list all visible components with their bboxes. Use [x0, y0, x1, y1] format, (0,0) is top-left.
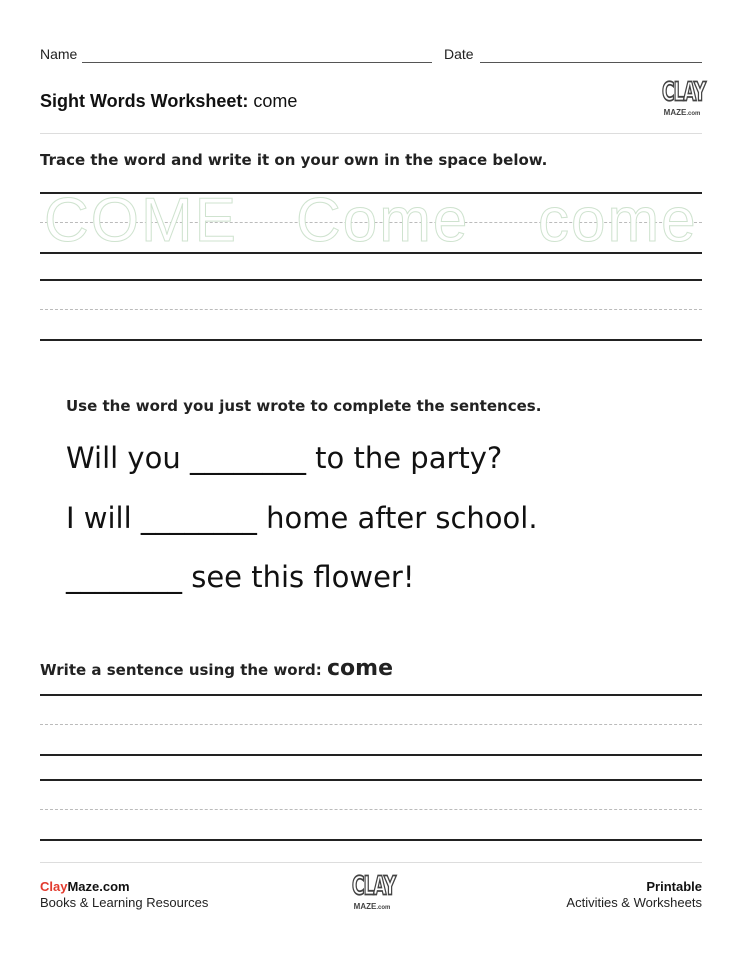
trace-word-capital: Come [296, 186, 470, 255]
sentence-1: Will you ________ to the party? [66, 441, 503, 475]
page-title [40, 91, 297, 112]
sentence-2-blank[interactable]: ________ [140, 501, 257, 535]
title-word: come [253, 91, 298, 111]
title-divider [40, 133, 702, 134]
target-word: come [326, 656, 393, 681]
claymaze-logo [662, 78, 706, 117]
footer-right-title: Printable [646, 879, 702, 894]
sentence-line-1-top[interactable] [40, 694, 702, 696]
trace-base-line [40, 252, 702, 254]
write-sentence-instruction: Write a sentence using the word: come [40, 656, 393, 681]
logo-clay-text: CLAY [662, 78, 706, 108]
date-label: Date [444, 46, 474, 62]
write-top-line[interactable] [40, 279, 702, 281]
trace-instruction: Trace the word and write it on your own in the space below. [40, 151, 548, 169]
trace-word-lower: come [538, 186, 698, 255]
sentence-line-1-base[interactable] [40, 754, 702, 756]
sentence-2: I will ________ home after school. [66, 501, 538, 535]
footer-left-subtitle: Books & Learning Resources [40, 895, 209, 910]
sentences-instruction: Use the word you just wrote to complete the sentences. [66, 397, 542, 415]
footer-logo-maze-text: MAZE [353, 902, 377, 911]
sentence-3-blank[interactable]: ________ [66, 560, 182, 594]
footer-divider [40, 862, 702, 863]
write-base-line[interactable] [40, 339, 702, 341]
sentence-line-1-mid [40, 724, 702, 725]
logo-suffix: .com [686, 111, 701, 117]
name-label: Name [40, 46, 78, 62]
write-mid-line [40, 309, 702, 310]
footer-brand-clay: Clay [40, 879, 68, 894]
footer-claymaze-logo [352, 872, 396, 911]
name-field[interactable] [82, 62, 432, 63]
sentence-line-2-top[interactable] [40, 779, 702, 781]
sentence-line-2-base[interactable] [40, 839, 702, 841]
footer-brand-rest: Maze.com [67, 879, 130, 894]
title-prefix: Sight Words Worksheet: [40, 91, 249, 111]
logo-maze-text: MAZE [663, 108, 687, 117]
footer-brand[interactable] [40, 879, 130, 894]
footer-logo-suffix: .com [376, 905, 391, 911]
sentence-3: ________ see this flower! [66, 560, 415, 594]
sentence-1-blank[interactable]: ________ [189, 441, 306, 475]
trace-word-upper: COME [44, 186, 238, 255]
footer-logo-clay-text: CLAY [352, 872, 396, 902]
footer-right-subtitle: Activities & Worksheets [566, 895, 702, 910]
date-field[interactable] [480, 62, 702, 63]
sentence-line-2-mid [40, 809, 702, 810]
